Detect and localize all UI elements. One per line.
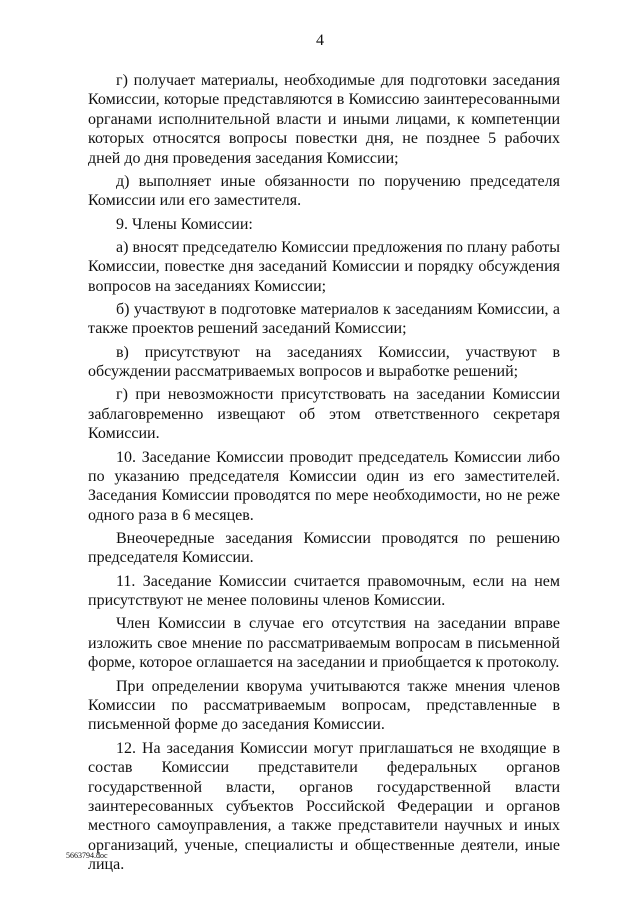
paragraph-9d-notification: г) при невозможности присутствовать на заседании Комиссии заблаговременно извещают об этом ответственного секретаря Комиссии.: [88, 386, 560, 443]
paragraph-9b-preparation: б) участвуют в подготовке материалов к заседаниям Комиссии, а также проектов решений заседаний Комиссии;: [88, 301, 560, 338]
paragraph-quorum-opinions: При определении кворума учитываются также мнения членов Комиссии по рассматриваемым вопросам, представленные в письменной форме до заседания Комиссии.: [88, 677, 560, 734]
footer-doc-filename: 5663794.doc: [66, 851, 108, 860]
paragraph-9a-proposals: а) вносят председателю Комиссии предложения по плану работы Комиссии, повестке дня заседаний Комиссии и порядку обсуждения вопросов на заседаниях Комиссии;: [88, 238, 560, 295]
paragraph-10-meetings: 10. Заседание Комиссии проводит председатель Комиссии либо по указанию председателя Комиссии один из его заместителей. Заседания Комиссии проводятся по мере необходимости, но не реже одного раза в 6 месяцев.: [88, 448, 560, 524]
paragraph-extraordinary-meetings: Внеочередные заседания Комиссии проводятся по решению председателя Комиссии.: [88, 530, 560, 567]
document-body: [88, 71, 560, 875]
page-number: 4: [316, 32, 324, 49]
paragraph-11-quorum: 11. Заседание Комиссии считается правомочным, если на нем присутствуют не менее половины членов Комиссии.: [88, 572, 560, 610]
paragraph-1e-other-duties: д) выполняет иные обязанности по поручению председателя Комиссии или его заместителя.: [88, 172, 560, 210]
paragraph-9c-attendance: в) присутствуют на заседаниях Комиссии, участвуют в обсуждении рассматриваемых вопросов и выработке решений;: [88, 343, 560, 381]
paragraph-9-heading: 9. Члены Комиссии:: [116, 215, 253, 233]
paragraph-written-opinion: Член Комиссии в случае его отсутствия на заседании вправе изложить свое мнение по рассматриваемым вопросам в письменной форме, которое оглашается на заседании и приобщается к протоколу.: [88, 615, 560, 672]
paragraph-1d-materials: г) получает материалы, необходимые для подготовки заседания Комиссии, которые представляются в Комиссию заинтересованными органами исполнительной власти и иными лицами, к компетенции которых относятся вопросы повестки дня, не позднее 5 рабочих дней до дня проведения заседания Комиссии;: [88, 72, 560, 167]
paragraph-12-invited: 12. На заседания Комиссии могут приглашаться не входящие в состав Комиссии представители федеральных органов государственной власти, органов государственной власти заинтересованных субъектов Российской Федерации и органов местного самоуправления, а также представители научных и иных организаций, ученые, специалисты и общественные деятели, иные лица.: [88, 739, 560, 874]
